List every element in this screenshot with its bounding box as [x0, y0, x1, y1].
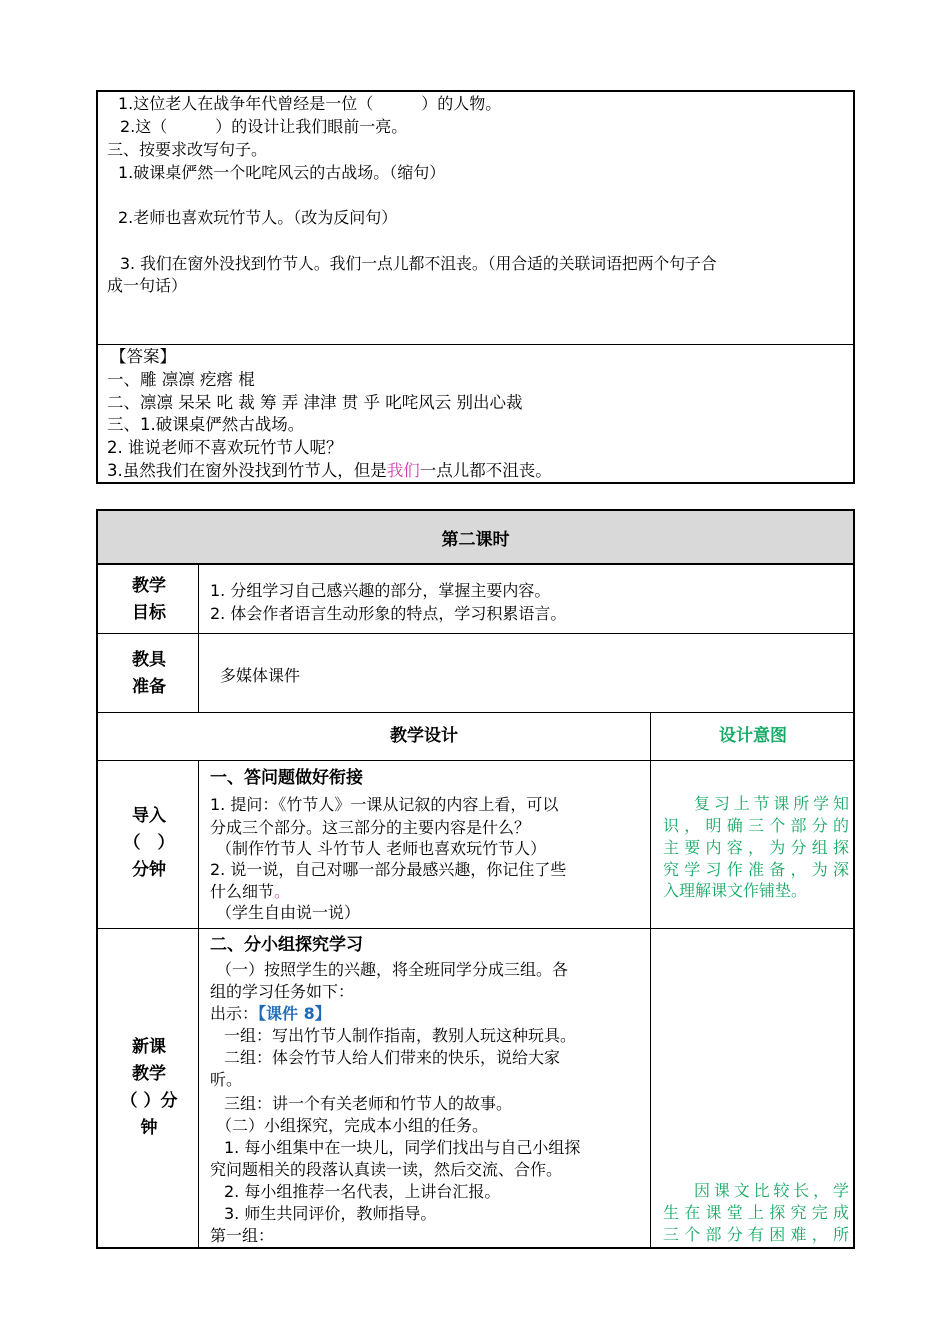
exercise-line-2: 2.这（ ）的设计让我们眼前一亮。	[120, 117, 408, 136]
tools-label-2: 准备	[132, 677, 166, 697]
newlesson-s1-l1: （一）按照学生的兴趣，将全班同学分成三组。各	[216, 960, 569, 979]
newlesson-g2-l2: 听。	[210, 1070, 243, 1089]
answer-line-3: 三、1.破课桌俨然古战场。	[107, 415, 305, 434]
goals-label-2: 目标	[132, 603, 166, 623]
newlesson-label-4: 钟	[140, 1118, 158, 1138]
newlesson-label-1: 新课	[132, 1037, 166, 1057]
intro-p2-l2-text: 什么细节	[210, 882, 275, 901]
intro-p2-l1: 2. 说一说，自己对哪一部分最感兴趣，你记住了些	[210, 860, 567, 879]
intent-column-divider	[650, 712, 651, 1249]
lesson-title: 第二课时	[441, 529, 510, 550]
goals-row-bottom	[96, 633, 855, 634]
answer-line-5-text-a: 3.虽然我们在窗外没找到竹节人，但是	[107, 461, 387, 480]
intent-header-text: 设计意图	[719, 726, 787, 746]
tools-label	[100, 647, 198, 701]
design-header-text: 教学设计	[390, 726, 458, 746]
goals-label-1: 教学	[132, 576, 166, 596]
lesson-title-header	[96, 509, 855, 565]
exercise-line-3: 1.破课桌俨然一个叱咤风云的古战场。（缩句）	[118, 163, 446, 182]
tools-label-1: 教具	[132, 650, 166, 670]
courseware-link[interactable]: 【课件 8】	[258, 1004, 331, 1023]
design-header	[198, 713, 650, 760]
newlesson-show	[210, 1004, 331, 1024]
answer-highlight: 我们	[386, 461, 420, 480]
exercise-section-3: 三、按要求改写句子。	[107, 140, 268, 159]
exercise-line-4: 2.老师也喜欢玩竹节人。（改为反问句）	[118, 208, 398, 227]
intro-p1-l1: 1. 提问：《竹节人》一课从记叙的内容上看，可以	[210, 795, 559, 814]
exercise-line-5: 3. 我们在窗外没找到竹节人。我们一点儿都不沮丧。（用合适的关联词语把两个句子合	[120, 254, 717, 273]
intro-row-bottom	[96, 928, 855, 929]
newlesson-s1-l2: 组的学习任务如下：	[210, 982, 355, 1001]
design-header-left-cover	[197, 713, 200, 760]
newlesson-heading: 二、分小组探究学习	[210, 935, 363, 955]
intro-intent-l4: 究学习作准备，为深	[663, 860, 849, 879]
newlesson-s2: （二）小组探究，完成本小组的任务。	[216, 1116, 489, 1135]
newlesson-intent-l2: 生在课堂上探究完成	[663, 1203, 849, 1222]
intro-intent-l3: 主要内容，为分组探	[663, 838, 849, 857]
exercise-divider	[96, 344, 855, 345]
newlesson-g1: 一组：写出竹节人制作指南，教别人玩这种玩具。	[224, 1026, 577, 1045]
newlesson-intent-l1: 因课文比较长，学	[694, 1181, 849, 1200]
newlesson-s2-1-l1: 1. 每小组集中在一块儿，同学们找出与自己小组探	[224, 1138, 581, 1157]
newlesson-group1: 第一组：	[210, 1226, 275, 1245]
exercise-line-1: 1.这位老人在战争年代曾经是一位（ ）的人物。	[118, 94, 502, 113]
newlesson-g2-l1: 二组：体会竹节人给人们带来的快乐，说给大家	[224, 1048, 561, 1067]
newlesson-label	[100, 1034, 198, 1142]
newlesson-intent-l3: 三个部分有困难，所	[663, 1225, 849, 1244]
goal-1: 1. 分组学习自己感兴趣的部分，掌握主要内容。	[210, 581, 551, 600]
intro-p1-l3: （制作竹节人 斗竹节人 老师也喜欢玩竹节人）	[216, 839, 547, 858]
intro-heading: 一、答问题做好衔接	[210, 768, 363, 788]
answer-line-1: 一、雕 凛凛 疙瘩 棍	[107, 370, 255, 389]
newlesson-show-prefix: 出示：	[210, 1004, 259, 1023]
intro-label-3: 分钟	[132, 860, 166, 880]
intro-intent-l2: 识，明确三个部分的	[663, 816, 849, 835]
intro-p2-l2-mark: 。	[274, 882, 291, 901]
intro-label	[100, 803, 198, 884]
newlesson-label-2: 教学	[132, 1064, 166, 1084]
newlesson-label-3: （ ）分	[120, 1091, 178, 1111]
goals-label	[100, 573, 198, 627]
intro-intent-l5: 入理解课文作铺垫。	[663, 881, 808, 900]
answer-line-5-text-b: 一点儿都不沮丧。	[419, 461, 552, 480]
answer-line-2: 二、凛凛 呆呆 叱 裁 筹 弄 津津 贯 乎 叱咤风云 别出心裁	[107, 393, 523, 412]
answer-title: 【答案】	[110, 347, 176, 366]
intro-p2-l2	[210, 882, 290, 902]
intro-label-1: 导入	[132, 806, 166, 826]
intent-header	[651, 713, 855, 760]
goal-2: 2. 体会作者语言生动形象的特点，学习积累语言。	[210, 604, 567, 623]
intro-label-2: （ ）	[123, 833, 175, 853]
newlesson-s2-3: 3. 师生共同评价，教师指导。	[224, 1204, 437, 1223]
label-column-divider	[198, 565, 199, 1249]
design-header-row-bottom	[96, 760, 855, 761]
newlesson-s2-2: 2. 每小组推荐一名代表，上讲台汇报。	[224, 1182, 501, 1201]
newlesson-g3: 三组：讲一个有关老师和竹节人的故事。	[224, 1094, 513, 1113]
answer-line-5	[107, 461, 552, 481]
newlesson-s2-1-l2: 究问题相关的段落认真读一读，然后交流、合作。	[210, 1160, 563, 1179]
answer-line-4: 2. 谁说老师不喜欢玩竹节人呢？	[107, 438, 343, 457]
intro-intent-l1: 复习上节课所学知	[694, 794, 849, 813]
exercise-line-6: 成一句话）	[107, 276, 188, 295]
intro-p2-l3: （学生自由说一说）	[216, 903, 361, 922]
tools-value: 多媒体课件	[220, 666, 301, 685]
intro-p1-l2: 分成三个部分。这三部分的主要内容是什么？	[210, 818, 531, 837]
